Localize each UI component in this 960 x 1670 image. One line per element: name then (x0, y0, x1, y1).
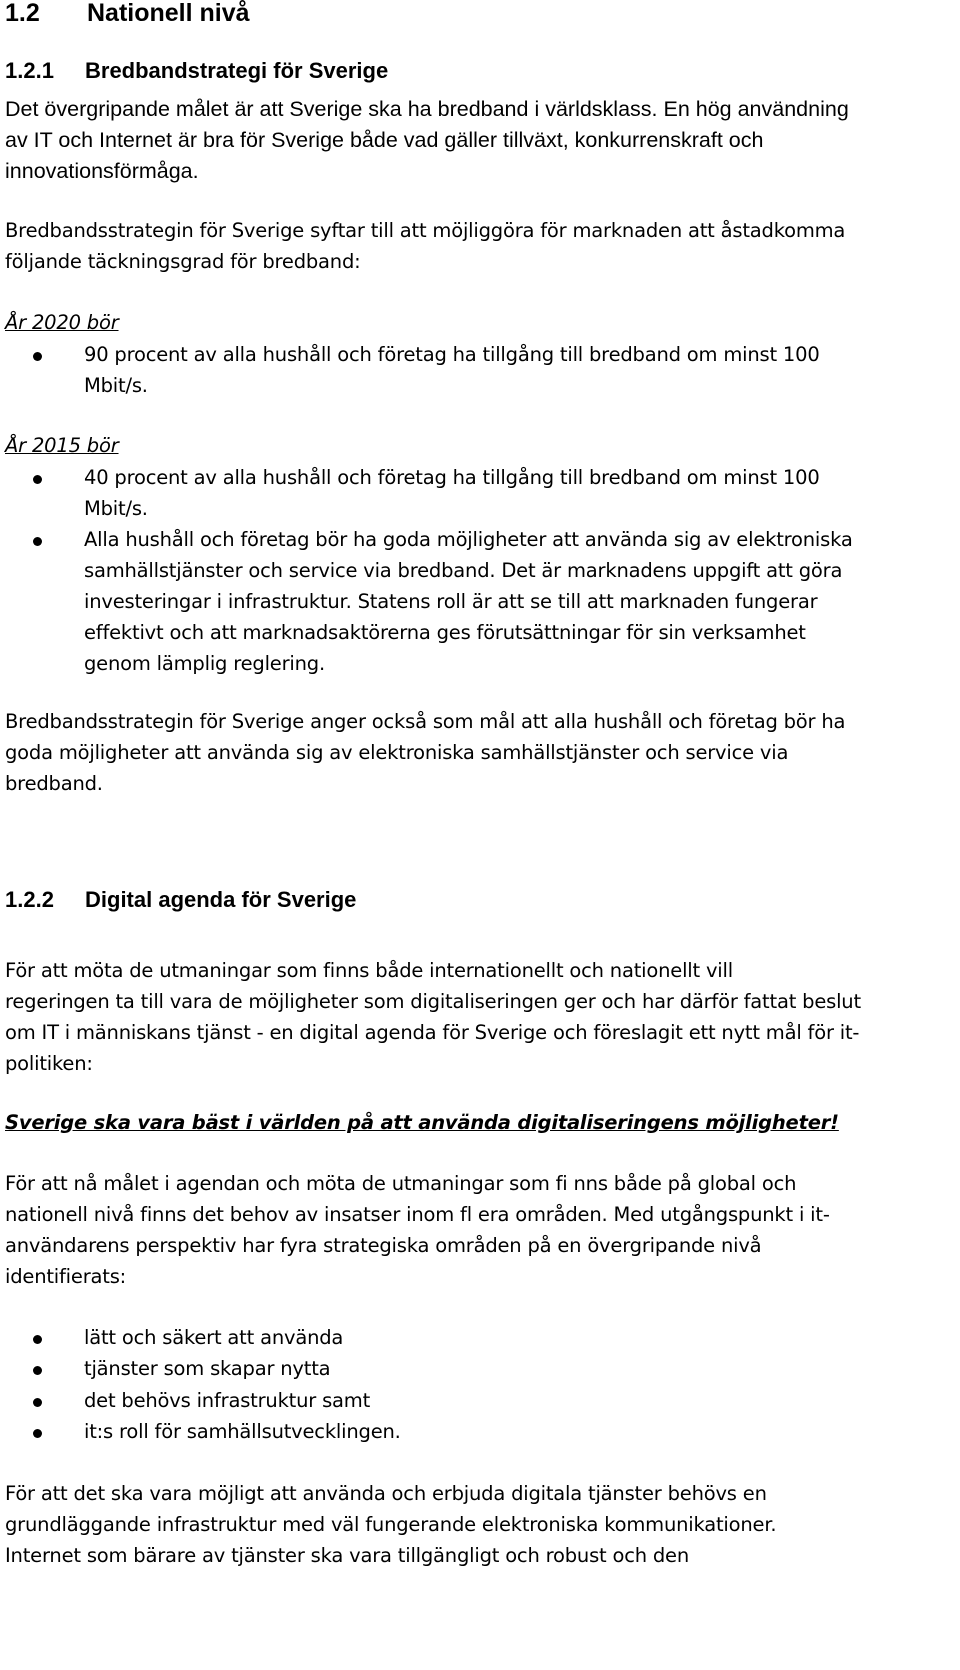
bullet-icon (33, 537, 42, 546)
subsection-number-2: 1.2.2 (5, 887, 54, 912)
bullet-icon (33, 475, 42, 484)
paragraph-strategy-line: följande täckningsgrad för bredband: (5, 250, 361, 273)
section-number: 1.2 (5, 0, 40, 27)
paragraph-final-line: Internet som bärare av tjänster ska vara tillgängligt och robust och den (5, 1544, 690, 1567)
paragraph-final-line: grundläggande infrastruktur med väl fungerande elektroniska kommunikationer. (5, 1513, 777, 1536)
paragraph-agenda-line: regeringen ta till vara de möjligheter som digitaliseringen ger och har därför fattat beslut (5, 990, 861, 1013)
paragraph-intro-line: Det övergripande målet är att Sverige ska ha bredband i världsklass. En hög användning (5, 97, 849, 121)
paragraph-areas-line: nationell nivå finns det behov av insatser inom fl era områden. Med utgångspunkt i it- (5, 1203, 830, 1226)
paragraph-areas-line: identifierats: (5, 1265, 127, 1288)
bullet-icon (33, 352, 42, 361)
subsection-heading-1 (5, 57, 388, 85)
section-heading (5, 0, 250, 28)
paragraph-agenda-line: om IT i människans tjänst - en digital agenda för Sverige och föreslagit ett nytt mål för it- (5, 1021, 860, 1044)
paragraph-areas-line: användarens perspektiv har fyra strategiska områden på en övergripande nivå (5, 1234, 762, 1257)
bullet-icon (33, 1366, 42, 1375)
paragraph-agenda-line: För att möta de utmaningar som finns både internationellt och nationellt vill (5, 959, 733, 982)
paragraph-strategy-line: Bredbandsstrategin för Sverige syftar till att möjliggöra för marknaden att åstadkomma (5, 219, 846, 242)
subsection-number-1: 1.2.1 (5, 58, 54, 83)
bullet-icon (33, 1398, 42, 1407)
subsection-title-1: Bredbandstrategi för Sverige (85, 58, 389, 83)
paragraph-intro-line: innovationsförmåga. (5, 159, 199, 183)
paragraph-closing-line: goda möjligheter att använda sig av elektroniska samhällstjänster och service via (5, 741, 789, 764)
paragraph-intro-line: av IT och Internet är bra för Sverige både vad gäller tillväxt, konkurrenskraft och (5, 128, 764, 152)
subsection-title-2: Digital agenda för Sverige (85, 887, 357, 912)
subsection-heading-2 (5, 886, 356, 914)
bullet-icon (33, 1335, 42, 1344)
goal-statement: Sverige ska vara bäst i världen på att använda digitaliseringens möjligheter! (5, 1111, 839, 1134)
paragraph-closing-line: bredband. (5, 772, 103, 795)
section-title: Nationell nivå (87, 0, 250, 27)
paragraph-closing-line: Bredbandsstrategin för Sverige anger också som mål att alla hushåll och företag bör ha (5, 710, 846, 733)
bullet-icon (33, 1429, 42, 1438)
paragraph-agenda-line: politiken: (5, 1052, 93, 1075)
heading-year-2020: År 2020 bör (5, 311, 119, 334)
document-page: 1.2 Nationell nivå 1.2.1 Bredbandstrategi för Sverige Det övergripande målet är att Sverige ska ha bredband i världsklass. En hög användning av IT och Internet är bra för Sverige både vad gäller tillväxt, konkurrenskraft och innovationsförmåga. Bredbandsstrategin för Sverige syftar till att möjliggöra för marknaden att åstadkomma följande täckningsgrad för bredband: År 2020 bör 90 procent av alla hushåll och företag ha tillgång till bredband om minst 100 Mbit/s. År 2015 bör 40 procent av alla hushåll och företag ha tillgång till bredband om minst 100 Mbit/s. Alla hushåll och företag bör ha goda möjligheter att använda sig av elektroniska samhällstjänster och service via bredband. Det är marknadens uppgift att göra investeringar i infrastruktur. Statens roll är att se till att marknaden fungerar effektivt och att marknadsaktörerna ges förutsättningar för sin verksamhet genom lämplig reglering. Bredbandsstrategin för Sverige anger också som mål att alla hushåll och företag bör ha goda möjligheter att använda sig av elektroniska samhällstjänster och service via bredband. 1.2.2 Digital agenda för Sverige För att möta de utmaningar som finns både internationellt och nationellt vill regeringen ta till vara de möjligheter som digitaliseringen ger och har därför fattat beslut om IT i människans tjänst - en digital agenda för Sverige och föreslagit ett nytt mål för it- politiken: Sverige ska vara bäst i världen på att använda digitaliseringens möjligheter! För att nå målet i agendan och möta de utmaningar som fi nns både på global och nationell nivå finns det behov av insatser inom fl era områden. Med utgångspunkt i it- användarens perspektiv har fyra strategiska områden på en övergripande nivå identifierats: lätt och säkert att använda tjänster som skapar nytta det behövs infrastruktur samt it:s roll för samhällsutvecklingen. För att det ska vara möjligt att använda och erbjuda digitala tjänster behövs en grundläggande infrastruktur med väl fungerande elektroniska kommunikationer. Internet som bärare av tjänster ska vara tillgängligt och robust och den (0, 0, 960, 1670)
paragraph-final-line: För att det ska vara möjligt att använda och erbjuda digitala tjänster behövs en (5, 1482, 767, 1505)
paragraph-areas-line: För att nå målet i agendan och möta de utmaningar som fi nns både på global och (5, 1172, 797, 1195)
heading-year-2015: År 2015 bör (5, 434, 119, 457)
